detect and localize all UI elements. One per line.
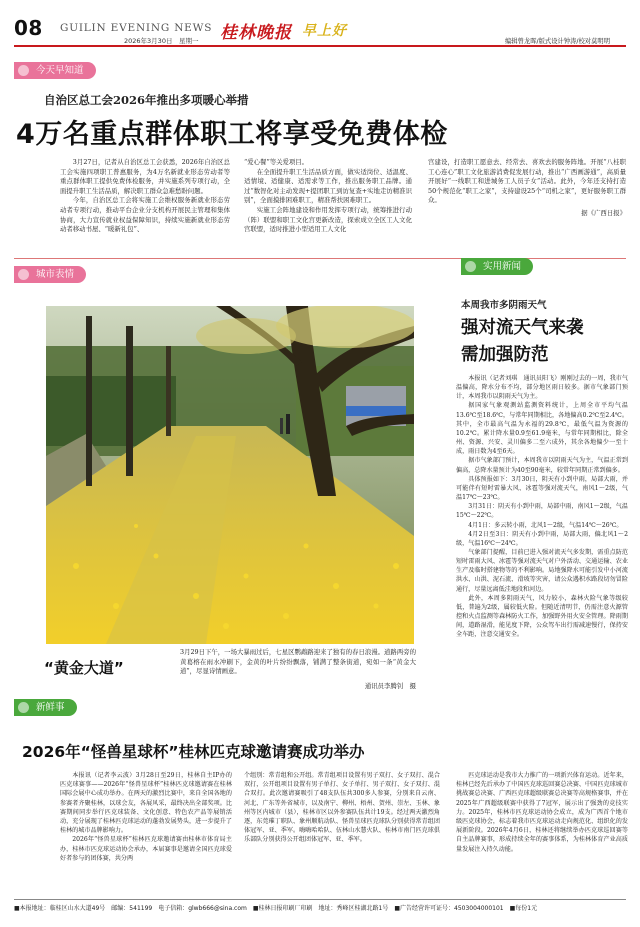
tag-dot-practical xyxy=(465,261,476,272)
article1-headline: 4万名重点群体职工将享受免费体检 xyxy=(16,119,448,150)
article2-para: 3月31日：阴天有小到中雨，局部中雨，南风1～2级，气温15℃～22℃。 xyxy=(456,503,628,520)
editor-credits: 编辑曾龙晖/版式设计钟涛/校对莫明明 xyxy=(505,38,610,45)
photo-title: “黄金大道” xyxy=(44,659,124,677)
article1-para: 在全面提升职工生活品质方面，做实适岗位、适温度、适情境、适健康、适需求等工作，推出服务职工品牌。通过“数智化对主动发现+提团职工到访复查+实地走访精准识别”，全面摸排困难职工，精准帮扶困难职工。 xyxy=(244,167,412,205)
masthead xyxy=(0,0,640,48)
article2-kicker: 本周我市多阴雨天气 xyxy=(461,300,547,311)
footer-info: ■本报地址：临桂区山水大道49号 邮编：541199 电子信箱：glwb666@sina.com ■桂林日报印刷厂印刷 地址：秀峰区桂湖北路1号 ■广告经营许可证号：4503004000101 ■每份1元 xyxy=(14,905,538,912)
photo-illustration xyxy=(46,306,414,644)
article2-para: 4月1日：多云转小雨，北风1～2级，气温14℃～26℃。 xyxy=(468,521,623,529)
article1-source: 据《广西日报》 xyxy=(581,208,626,217)
tag-dot-today xyxy=(18,65,29,76)
article3-headline: 2026年“怪兽星球杯”桂林匹克球邀请赛成功举办 xyxy=(22,743,365,761)
tag-dot-fresh xyxy=(18,702,29,713)
article1-para: 3月27日，记者从自治区总工会获悉，2026年自治区总工会实施四项职工普惠服务，为4万名新就业形态劳动者等重点群体职工提供免费体检服务，并实施系列专项行动，全面提升职工生活品质，解决职工群众急难愁盼问题。 xyxy=(60,158,230,195)
article3-para: 2026年“怪兽星球杯”桂林匹克球邀请赛由桂林市体育局主办，桂林市匹克球运动协会承办，本届赛事是邀请全国匹克球爱好者参与的团体赛，共分两 xyxy=(60,836,232,862)
article2-para: 具体预报如下：3月30日，阴天有小到中雨，局部大雨，并可能伴有短时雷暴大风、冰雹等强对流天气，南风1～2级，气温17℃～23℃。 xyxy=(456,475,628,502)
section-tag-fresh: 新鲜事 xyxy=(14,699,77,716)
article3-col3 xyxy=(456,771,628,854)
article2-para: 4月2日至3日：阴天有小到中雨，局部大雨，偏北风1～2级，气温16℃～24℃。 xyxy=(456,530,628,547)
photo-caption: 3月29日下午，一场大暴雨过后，七星区鹦鹉路迎来了独有的春日浪漫。道路两旁的黄葛榕在雨水冲刷下，金黄的叶片纷纷飘落，铺满了整条街道，宛如一条“黄金大道”，尽显诗情画意。 xyxy=(180,648,416,676)
paper-name-en: GUILIN EVENING NEWS xyxy=(60,22,213,34)
article1-kicker: 自治区总工会2026年推出多项暖心举措 xyxy=(44,93,249,107)
issue-date: 2026年3月30日 星期一 xyxy=(124,37,199,45)
article2-headline-line2: 需加强防范 xyxy=(461,345,549,365)
article1-para: “爱心餐”等关爱项目。 xyxy=(244,158,309,166)
article1-col3 xyxy=(428,158,626,219)
article3-col2 xyxy=(244,771,440,845)
article1-para: 实施工会阵地建设和作用发挥专项行动，统筹推进行动（阵）联盟和职工文化宫更新改造，探索成立全区工人文化宫联盟，适时推进小型适用工人文化 xyxy=(244,205,412,234)
article3-para: 本报讯（记者李云波）3月28日至29日，桂林自主IP办的匹克球赛事——2026年“怪兽星球杯”桂林匹克球邀请赛在桂林国际会展中心成功举办。在两天的激烈比赛中，来自全国各地的参赛者齐聚桂林，以球会友，各展风采，最终决出全部奖项。比赛期间同步举行匹克球装备、文化创意、特色农产品等展销活动，充分展现了桂林匹克球运动的蓬勃发展势头，进一步提升了桂林的城市品牌影响力。 xyxy=(60,772,232,835)
article1-para: 宫建设，打造职工愿意去、经常去、喜欢去的服务阵地。开展“八桂职工心连心”职工文化旅游消费促发展行动，推出“广西画游通”，高质量开展好“一线职工和进城务工人员子女”活动。此外，今年还支持打造50个规范化“职工之家”，支持建设25个“司机之家”，更好服务职工群众。 xyxy=(428,158,626,205)
article3-para: 个组别：常青组和公开组。常青组项目设置有男子双打、女子双打、混合双打，公开组项目设置有男子单打、女子单打、男子双打、女子双打、混合双打。此次邀请赛吸引了48支队伍共300多人参赛，分别来自云南、河北、广东等外省城市，以及南宁、柳州、梧州、贺州、崇左、玉林、象州等区内城市（县），桂林市区以外参赛队伍共计19支。经过两天激烈角逐，东莞璀丁职队、象州顺航动队、怪兽星球匹克球队分别获得常青组团体冠军、亚、季军。嗨嗨哈哈队、伍林山水慧火队、桂林市南门匹克球俱乐部队分别获得公开组团体冠军、亚、季军。 xyxy=(244,772,440,844)
section-tag-practical: 实用新闻 xyxy=(461,258,533,275)
article1-para: 今年，自治区总工会将实施工会维权服务新就业形态劳动者专项行动，推动平台企业分支机构开展民主管理和集体协商，大力宣传就业权益保障知识，持续实施新就业形态劳动者移动书屋、“暖新礼包”、 xyxy=(60,196,230,234)
slogan: 早上好 xyxy=(302,23,347,39)
article1-col2 xyxy=(244,158,412,235)
article2-lead: 本报讯（记者刘琪 通讯员阳飞）刚刚过去的一周，我市气温偏高，降水分布不均，部分地区雨日较多。据市气象部门预计，本周我市以阴雨天气为主。 xyxy=(456,375,628,401)
article2-headline-line1: 强对流天气来袭 xyxy=(461,318,584,338)
section-tag-city: 城市表情 xyxy=(14,266,86,283)
article2-body xyxy=(456,374,628,640)
golden-avenue-photo xyxy=(46,306,414,644)
article2-para: 据国家气象观测站监测资料统计，上周全市平均气温13.6℃至18.6℃，与常年同期相比，各地偏高0.2℃至2.4℃。其中，全市最高气温为永福的29.8℃，最低气温为资源的10.2℃。累计降水量0.9至61.9毫米，与常年同期相比，除全州、资源、兴安、灵川偏多二至六成外，其余各地偏少一至十成，雨日数为4至6天。 xyxy=(456,402,628,456)
tag-dot-city xyxy=(18,269,29,280)
page-number: 08 xyxy=(14,16,43,40)
paper-name-cn: 桂林晚报 xyxy=(220,23,292,43)
article2-para: 气象部门提醒，目前已进入强对流天气多发期，需重点防范短时雷雨大风、冰雹等强对流天气对户外活动、交通运输、农业生产及临时搭建物等的不利影响。局地强降水可能引发中小河流洪水、山洪、泥石流、滑坡等灾害，请公众遇积水路段切勿冒险通行，尽量远离低洼地段和河边。 xyxy=(456,548,628,593)
article3-para: 匹克球运动是我市大力推广的一项新兴体育运动。近年来，桂林已经先后承办了中国匹克球巡回赛总决赛、中国匹克球城市挑战赛总决赛、广西匹克球超级联赛总决赛等高规格赛事，并在2025年广西超级联赛中获得了7冠军，展示出了强劲的竞技实力。2025年，桂林市匹克球运动协会成立，成为广西首个地市级匹克球协会，标志着我市匹克球运动走向规范化、组织化的发展新阶段。2026年4月6日，桂林还将继续举办匹克球巡回赛等自主品牌赛事，形成持续全年的赛事体系，为桂林体育产业高质量发展注入持久动能。 xyxy=(456,772,628,853)
article2-para: 据市气象部门预计，本周我市以阴雨天气为主，气温正常到偏高，总降水量预计为40至90毫米，较常年同期正常到偏多。 xyxy=(456,457,628,474)
footer-rule xyxy=(14,899,626,900)
article2-para: 此外，本周多阴雨天气，风力较小，森林火险气象等级较低，普遍为2级，属较低火险。但随近清明节，仍需注意火源管控和火点监测等森林防火工作，加强野外用火安全管理。降雨期间，道路湿滑，能见度下降，公众驾车出行需减速慢行，保持安全车距，注意交通安全。 xyxy=(456,594,628,639)
article1-col1 xyxy=(60,158,230,235)
photo-credit: 通讯员李腾钊 摄 xyxy=(364,682,416,690)
divider-rule xyxy=(14,258,626,259)
section-tag-today: 今天早知道 xyxy=(14,62,96,79)
article3-col1 xyxy=(60,771,232,863)
masthead-rule xyxy=(14,45,626,47)
